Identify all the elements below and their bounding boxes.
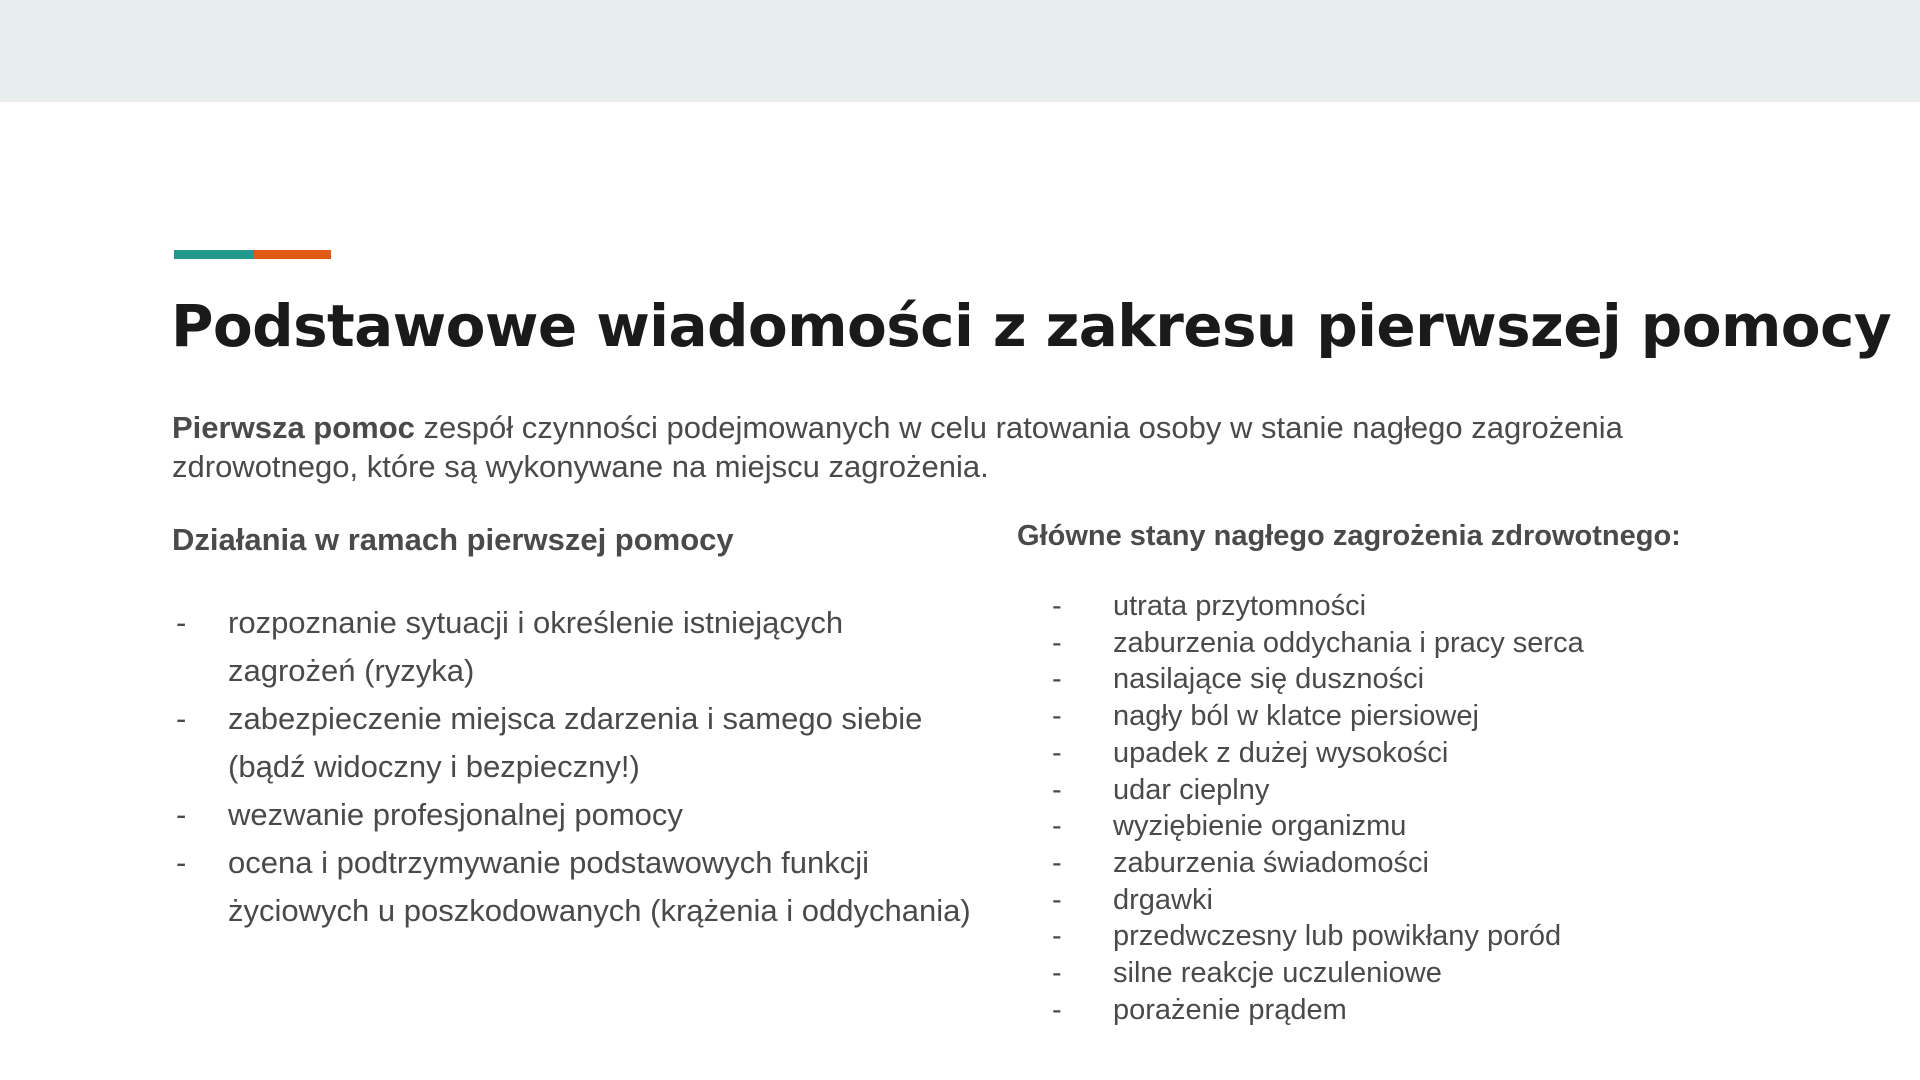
left-column-heading: Działania w ramach pierwszej pomocy [172,522,734,557]
list-item [1052,808,1852,845]
list-item [1052,735,1852,772]
bullet-dash: - [1052,626,1062,659]
bullet-dash: - [1052,590,1062,622]
list-item [1052,955,1852,992]
list-item [1052,918,1852,955]
bullet-dash: - [1052,846,1062,879]
list-item [1052,772,1852,809]
list-item-text: nasilające się duszności [1113,663,1425,696]
list-item [1052,588,1852,625]
accent-bar-teal [174,250,254,259]
bullet-dash: - [176,701,187,736]
list-item-text: upadek z dużej wysokości [1113,736,1449,769]
list-item [1052,661,1852,698]
list-item-text: silne reakcje uczuleniowe [1113,957,1442,990]
accent-bar-orange [254,250,331,259]
list-item-text: rozpoznanie sytuacji i określenie istniejących zagrożeń (ryzyka) [228,605,844,688]
list-item-text: drgawki [1113,883,1213,916]
list-item [1052,992,1852,1029]
bullet-dash: - [1052,773,1062,806]
slide-title: Podstawowe wiadomości z zakresu pierwszej pomocy [171,292,1892,360]
left-column-list [172,599,972,935]
list-item [172,839,972,935]
list-item-text: utrata przytomności [1113,590,1367,622]
list-item [1052,698,1852,735]
bullet-dash: - [1052,883,1062,916]
bullet-dash: - [1052,957,1062,990]
intro-definition: zespół czynności podejmowanych w celu ratowania osoby w stanie nagłego zagrożenia zdrowotnego, które są wykonywane na miejscu zagrożenia. [172,410,1623,484]
bullet-dash: - [1052,736,1062,769]
bullet-dash: - [1052,663,1062,696]
accent-bar [174,250,331,259]
bullet-dash: - [1052,810,1062,843]
list-item-text: nagły ból w klatce piersiowej [1113,700,1479,733]
list-item [172,599,972,695]
right-column-heading: Główne stany nagłego zagrożenia zdrowotnego: [1017,520,1681,552]
list-item-text: wezwanie profesjonalnej pomocy [228,797,683,832]
top-band [0,0,1920,102]
list-item [1052,625,1852,662]
list-item [172,695,972,791]
intro-paragraph [172,408,1772,486]
intro-term: Pierwsza pomoc [172,410,415,445]
bullet-dash: - [1052,700,1062,733]
list-item-text: wyziębienie organizmu [1113,810,1407,843]
bullet-dash: - [176,797,187,832]
list-item-text: ocena i podtrzymywanie podstawowych funkcji życiowych u poszkodowanych (krążenia i oddychania) [228,845,971,928]
right-column-list [1052,588,1852,1028]
bullet-dash: - [1052,920,1062,953]
list-item-text: zabezpieczenie miejsca zdarzenia i samego siebie (bądź widoczny i bezpieczny!) [228,701,923,784]
list-item-text: zaburzenia oddychania i pracy serca [1113,626,1584,659]
list-item-text: przedwczesny lub powikłany poród [1113,920,1562,953]
list-item [1052,845,1852,882]
bullet-dash: - [176,845,187,880]
list-item-text: zaburzenia świadomości [1113,846,1429,879]
list-item [172,791,972,839]
bullet-dash: - [176,605,187,640]
list-item-text: porażenie prądem [1113,993,1347,1026]
bullet-dash: - [1052,993,1062,1026]
list-item [1052,882,1852,919]
list-item-text: udar cieplny [1113,773,1270,806]
